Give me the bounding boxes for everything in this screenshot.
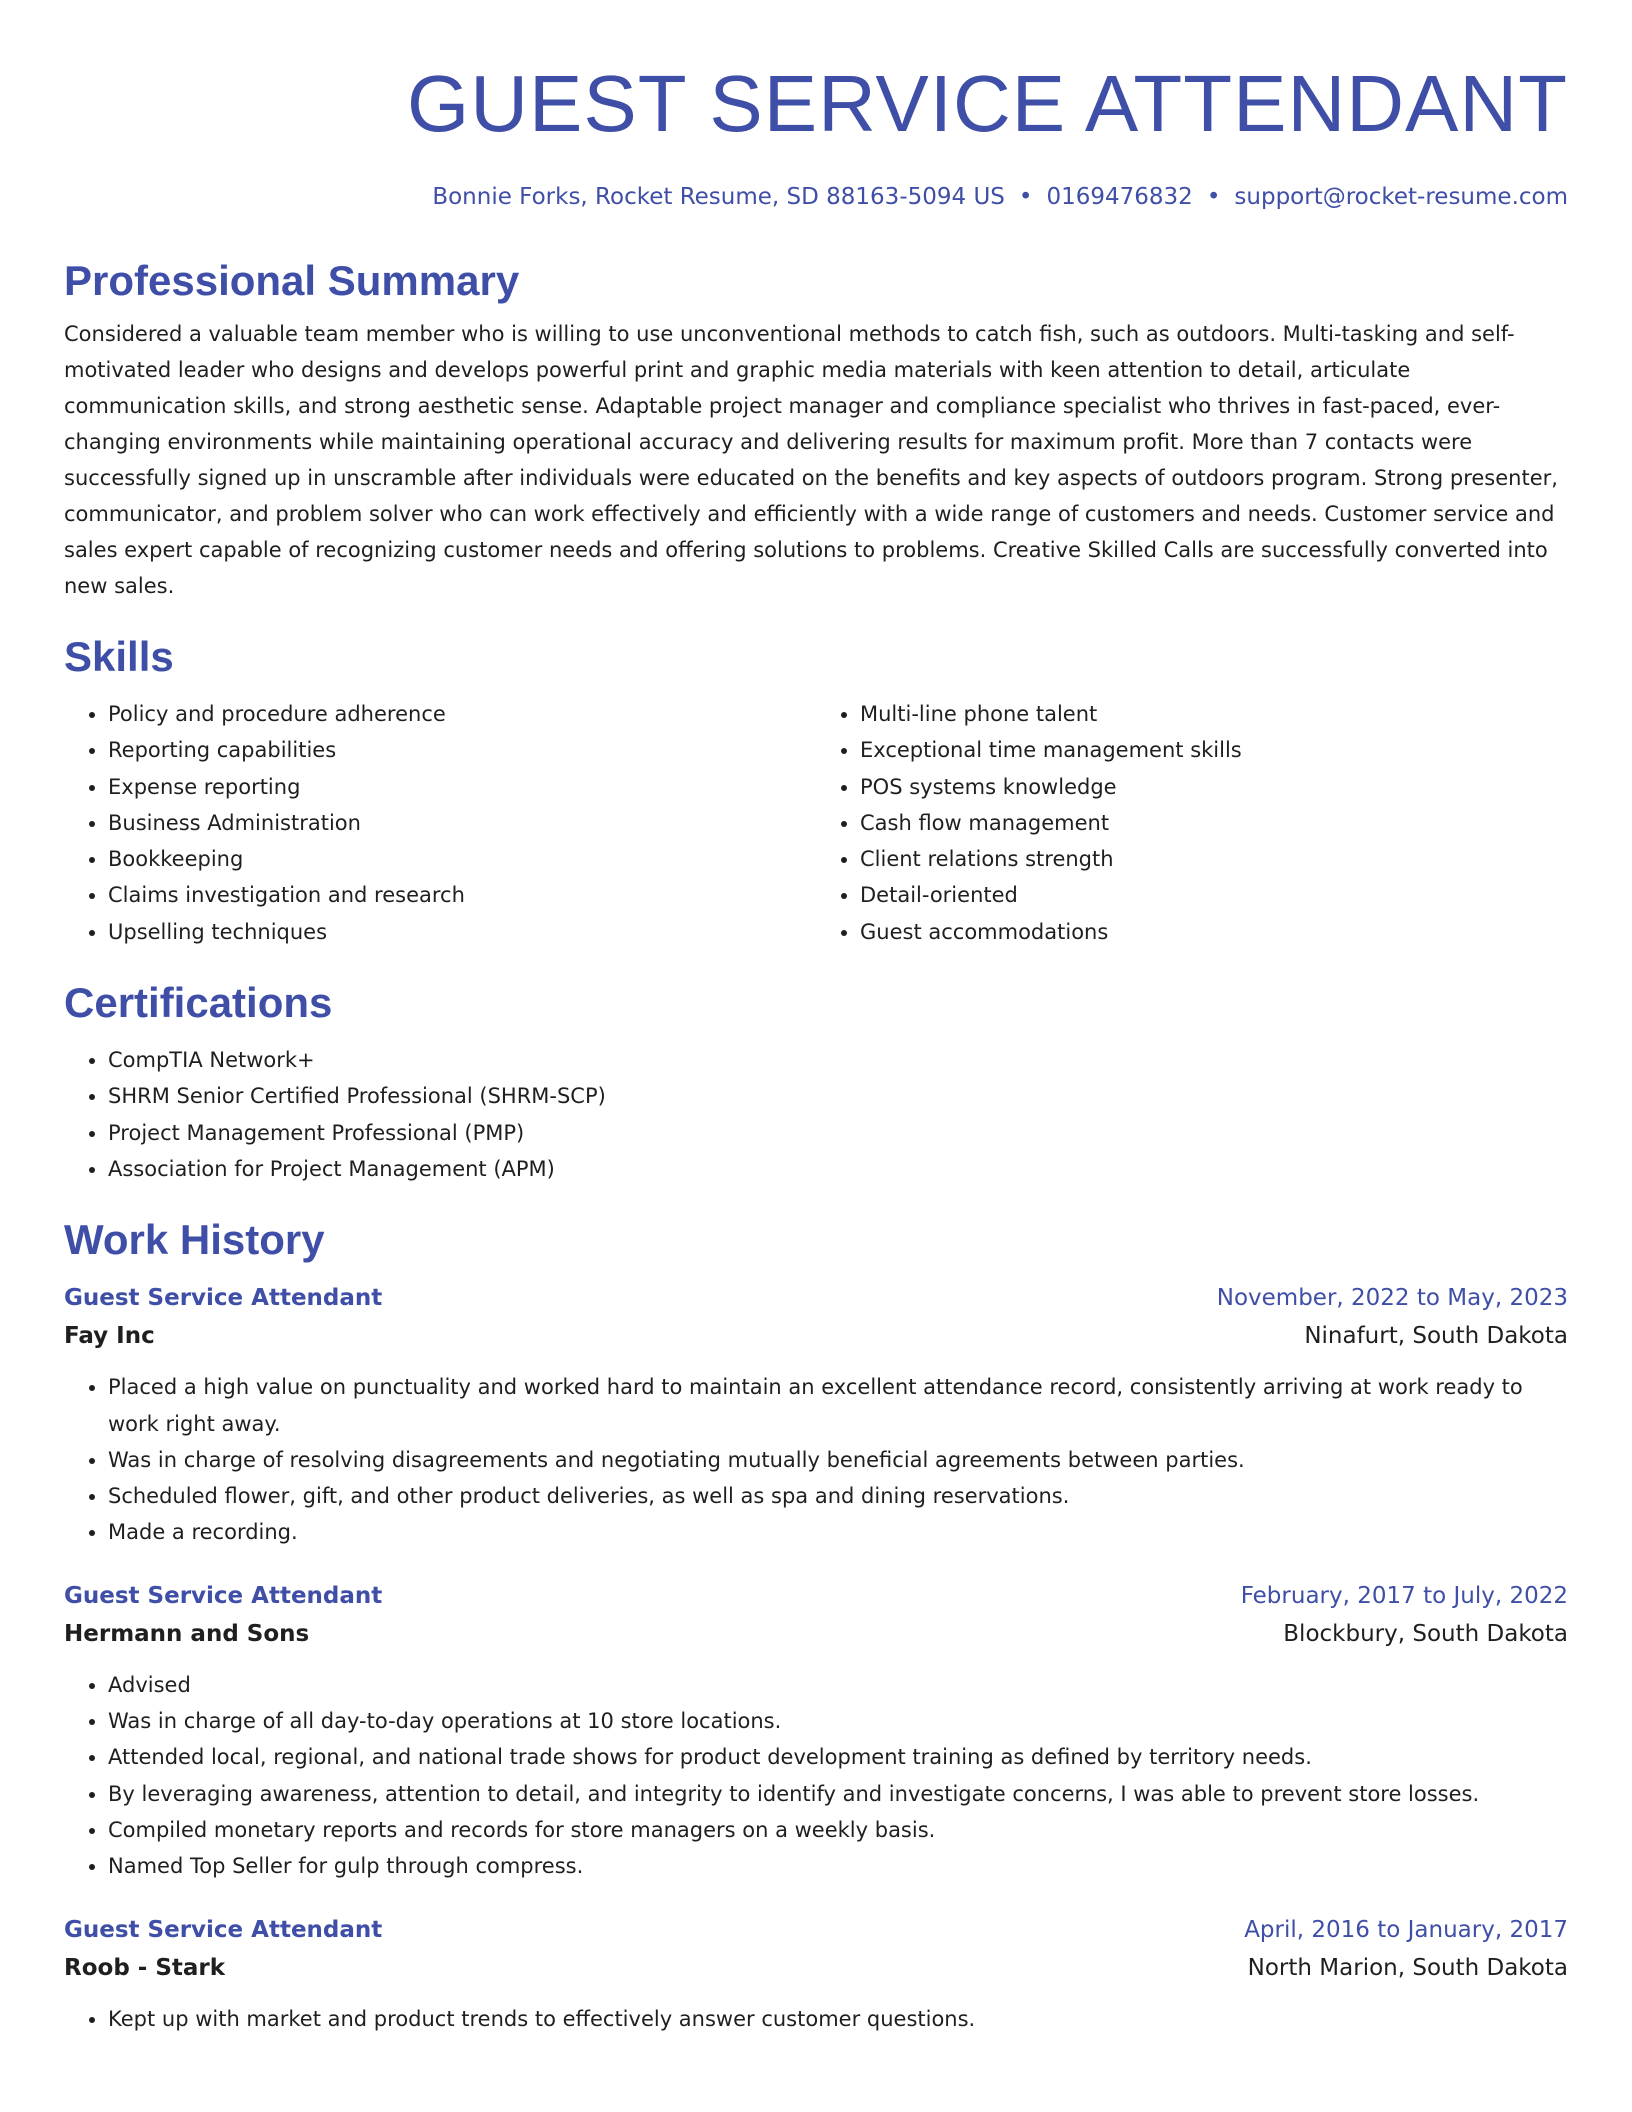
contact-separator: • [1018,184,1033,210]
skill-item: • Client relations strength [860,841,1568,877]
job-location: Blockbury, South Dakota [1283,1620,1568,1647]
skill-item: • Business Administration [108,805,816,841]
job-company: Roob - Stark [64,1954,226,1981]
job-bullet: • Placed a high value on punctuality and worked hard to maintain an excellent attendance record, consistently arriving at work ready to work right away. [108,1369,1568,1442]
job-bullet: • Named Top Seller for gulp through compress. [108,1848,1568,1884]
contact-line [64,182,1568,212]
job-bullets [64,1369,1568,1550]
job-dates: November, 2022 to May, 2023 [1216,1285,1568,1312]
job-title-row [64,1911,1568,1949]
job-company: Fay Inc [64,1323,155,1350]
skill-item: • Upselling techniques [108,914,816,950]
contact-separator: • [1206,184,1221,210]
certification-item: • CompTIA Network+ [108,1042,1568,1078]
job-title: Guest Service Attendant [64,1582,383,1609]
job-bullet: • Was in charge of resolving disagreements and negotiating mutually beneficial agreements between parties. [108,1442,1568,1478]
summary-heading: Professional Summary [64,257,520,304]
job-bullet: • Attended local, regional, and national trade shows for product development training as defined by territory needs. [108,1739,1568,1775]
skill-item: • Guest accommodations [860,914,1568,950]
job-location: Ninafurt, South Dakota [1304,1323,1568,1350]
job-title: Guest Service Attendant [64,1916,383,1943]
skills-list-left [64,696,816,950]
certifications-list [64,1042,1568,1187]
resume-page [64,0,1568,2037]
certification-item: • Project Management Professional (PMP) [108,1115,1568,1151]
job-bullet: • Compiled monetary reports and records for store managers on a weekly basis. [108,1812,1568,1848]
contact-address: Bonnie Forks, Rocket Resume, SD 88163-5094 US [432,184,1005,210]
skills-heading: Skills [64,633,174,680]
contact-phone: 0169476832 [1046,184,1193,210]
job-bullet: • Made a recording. [108,1514,1568,1550]
skill-item: • Policy and procedure adherence [108,696,816,732]
job-bullet: • By leveraging awareness, attention to detail, and integrity to identify and investigate concerns, I was able to prevent store losses. [108,1776,1568,1812]
job-bullets [64,2001,1568,2037]
job-title-row [64,1279,1568,1317]
skill-item: • POS systems knowledge [860,769,1568,805]
job-bullet: • Was in charge of all day-to-day operations at 10 store locations. [108,1703,1568,1739]
contact-email[interactable]: support@rocket-resume.com [1234,184,1568,210]
job-company-row [64,1615,1568,1653]
job-company: Hermann and Sons [64,1620,310,1647]
skill-item: • Exceptional time management skills [860,732,1568,768]
skill-item: • Expense reporting [108,769,816,805]
job-bullet: • Scheduled flower, gift, and other product deliveries, as well as spa and dining reservations. [108,1478,1568,1514]
skill-item: • Multi-line phone talent [860,696,1568,732]
skill-item: • Cash flow management [860,805,1568,841]
skill-item: • Reporting capabilities [108,732,816,768]
job-entry [64,1279,1568,1550]
job-bullet: • Kept up with market and product trends to effectively answer customer questions. [108,2001,1568,2037]
skills-list-right [816,696,1568,950]
resume-name: GUEST SERVICE ATTENDANT [406,59,1568,148]
skill-item: • Claims investigation and research [108,877,816,913]
job-dates: April, 2016 to January, 2017 [1244,1916,1568,1943]
job-dates: February, 2017 to July, 2022 [1240,1582,1568,1609]
job-title-row [64,1577,1568,1615]
certification-item: • Association for Project Management (APM) [108,1151,1568,1187]
work-history-heading: Work History [64,1216,325,1264]
job-entry [64,1577,1568,1885]
job-bullet: • Advised [108,1667,1568,1703]
job-company-row [64,1949,1568,1987]
certification-item: • SHRM Senior Certified Professional (SHRM-SCP) [108,1078,1568,1114]
skill-item: • Bookkeeping [108,841,816,877]
skill-item: • Detail-oriented [860,877,1568,913]
job-location: North Marion, South Dakota [1247,1954,1568,1981]
summary-text: Considered a valuable team member who is willing to use unconventional methods to catch fish, such as outdoors. Multi-tasking and self-motivated leader who designs and develops powerful print and graphic media materials with keen attention to detail, articulate communication skills, and strong aesthetic sense. Adaptable project manager and compliance specialist who thrives in fast-paced, ever-changing environments while maintaining operational accuracy and delivering results for maximum profit. More than 7 contacts were successfully signed up in unscramble after individuals were educated on the benefits and key aspects of outdoors program. Strong presenter, communicator, and problem solver who can work effectively and efficiently with a wide range of customers and needs. Customer service and sales expert capable of recognizing customer needs and offering solutions to problems. Creative Skilled Calls are successfully converted into new sales. [64,322,1558,598]
certifications-heading: Certifications [64,979,333,1027]
job-bullets [64,1667,1568,1885]
job-title: Guest Service Attendant [64,1285,383,1312]
skills-columns [64,696,1568,950]
job-company-row [64,1317,1568,1355]
job-entry [64,1911,1568,2037]
